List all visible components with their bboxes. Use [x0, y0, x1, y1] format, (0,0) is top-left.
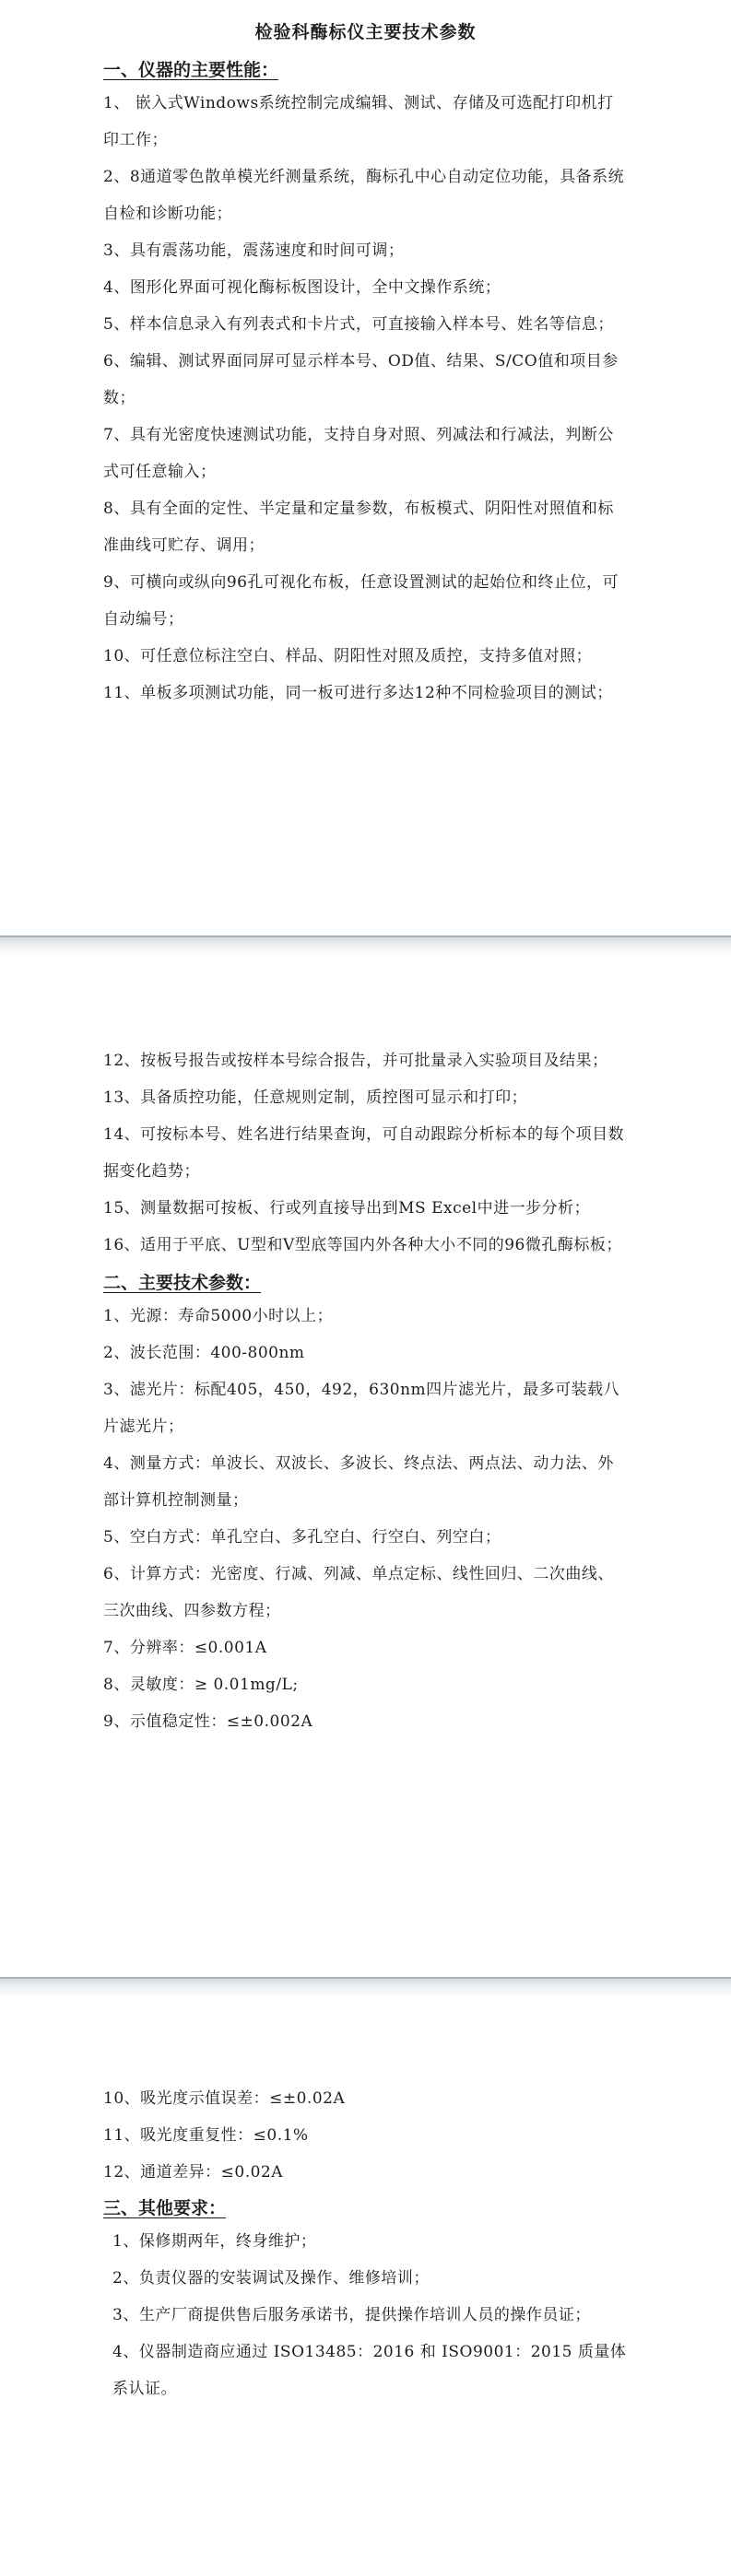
performance-list-continued — [0, 1042, 731, 1264]
list-item: 4、图形化界面可视化酶标板图设计，全中文操作系统； — [103, 278, 501, 297]
list-item: 5、空白方式：单孔空白、多孔空白、行空白、列空白； — [103, 1528, 501, 1547]
list-item: 11、单板多项测试功能，同一板可进行多达12种不同检验项目的测试； — [103, 684, 613, 702]
list-item: 14、可按标本号、姓名进行结果查询，可自动跟踪分析标本的每个项目数据变化趋势； — [103, 1125, 625, 1181]
list-item: 3、生产厂商提供售后服务承诺书，提供操作培训人员的操作员证； — [112, 2306, 591, 2324]
list-item: 1、 嵌入式Windows系统控制完成编辑、测试、存储及可选配打印机打印工作； — [103, 94, 614, 149]
list-item: 2、波长范围：400-800nm — [103, 1344, 305, 1362]
page-break — [0, 935, 731, 956]
list-item: 8、具有全面的定性、半定量和定量参数，布板模式、阴阳性对照值和标准曲线可贮存、调用； — [103, 500, 614, 555]
list-item: 4、测量方式：单波长、双波长、多波长、终点法、两点法、动力法、外部计算机控制测量； — [103, 1454, 614, 1510]
list-item: 11、吸光度重复性：≤0.1% — [103, 2126, 309, 2145]
other-requirements-list — [0, 2223, 731, 2407]
list-item: 13、具备质控功能，任意规则定制，质控图可显示和打印； — [103, 1088, 528, 1107]
section-heading-other-requirements: 三、其他要求： — [103, 2198, 227, 2218]
list-item: 1、保修期两年，终身维护； — [112, 2232, 317, 2251]
specifications-list — [0, 1298, 731, 1740]
performance-list — [0, 85, 731, 712]
list-item: 9、可横向或纵向96孔可视化布板，任意设置测试的起始位和终止位，可自动编号； — [103, 573, 619, 629]
list-item: 2、8通道零色散单模光纤测量系统，酶标孔中心自动定位功能，具备系统自检和诊断功能； — [103, 168, 625, 223]
list-item: 10、吸光度示值误差：≤±0.02A — [103, 2089, 346, 2108]
list-item: 1、光源：寿命5000小时以上； — [103, 1307, 334, 1325]
list-item: 5、样本信息录入有列表式和卡片式，可直接输入样本号、姓名等信息； — [103, 315, 614, 334]
list-item: 7、具有光密度快速测试功能，支持自身对照、列减法和行减法，判断公式可任意输入； — [103, 426, 614, 481]
list-item: 3、具有震荡功能，震荡速度和时间可调； — [103, 241, 405, 260]
list-item: 6、编辑、测试界面同屏可显示样本号、OD值、结果、S/CO值和项目参数； — [103, 352, 619, 407]
list-item: 10、可任意位标注空白、样品、阴阳性对照及质控，支持多值对照； — [103, 647, 593, 665]
list-item: 12、按板号报告或按样本号综合报告，并可批量录入实验项目及结果； — [103, 1052, 608, 1070]
list-item: 16、适用于平底、U型和V型底等国内外各种大小不同的96微孔酶标板； — [103, 1236, 622, 1254]
list-item: 3、滤光片：标配405，450，492，630nm四片滤光片，最多可装载八片滤光片； — [103, 1381, 620, 1436]
document-title: 检验科酶标仪主要技术参数 — [254, 22, 477, 42]
list-item: 9、示值稳定性：≤±0.002A — [103, 1712, 313, 1731]
list-item: 8、灵敏度：≥ 0.01mg/L; — [103, 1676, 299, 1694]
list-item: 6、计算方式：光密度、行减、列减、单点定标、线性回归、二次曲线、三次曲线、四参数方程； — [103, 1565, 614, 1620]
document-page-2 — [0, 954, 731, 1977]
section-heading-performance: 一、仪器的主要性能： — [103, 60, 279, 80]
list-item: 15、测量数据可按板、行或列直接导出到MS Excel中进一步分析； — [103, 1199, 591, 1217]
list-item: 4、仪器制造商应通过 ISO13485：2016 和 ISO9001：2015 质量体系认证。 — [112, 2343, 627, 2398]
document-page-1 — [0, 0, 731, 935]
list-item: 7、分辨率：≤0.001A — [103, 1639, 267, 1657]
page-break — [0, 1977, 731, 1997]
list-item: 12、通道差异：≤0.02A — [103, 2163, 284, 2182]
specifications-list-continued — [0, 2080, 731, 2191]
document-page-3 — [0, 1995, 731, 2576]
section-heading-specifications: 二、主要技术参数： — [103, 1273, 262, 1293]
list-item: 2、负责仪器的安装调试及操作、维修培训； — [112, 2269, 430, 2288]
